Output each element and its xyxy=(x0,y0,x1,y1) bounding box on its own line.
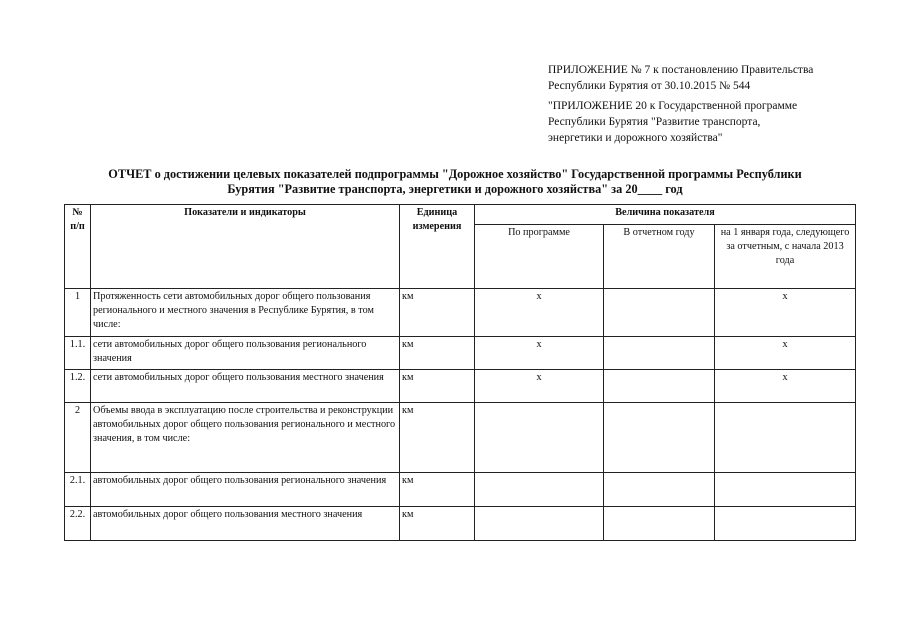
row-unit: км xyxy=(400,370,475,403)
table-body xyxy=(65,289,856,541)
row-jan1: х xyxy=(715,289,856,337)
row-jan1 xyxy=(715,403,856,473)
row-by-program xyxy=(475,507,604,541)
table-row xyxy=(65,370,856,403)
header-unit: Единица измерения xyxy=(400,205,475,289)
row-by-program: х xyxy=(475,370,604,403)
row-unit: км xyxy=(400,473,475,507)
row-by-program: х xyxy=(475,289,604,337)
row-unit: км xyxy=(400,403,475,473)
header-jan1: на 1 января года, следующего за отчетным, с начала 2013 года xyxy=(715,225,856,289)
row-num: 1.1. xyxy=(65,337,91,370)
table-row xyxy=(65,473,856,507)
row-by-program: х xyxy=(475,337,604,370)
appendix-7-line-1: ПРИЛОЖЕНИЕ № 7 к постановлению Правительства xyxy=(548,64,814,76)
row-indicator: сети автомобильных дорог общего пользования местного значения xyxy=(91,370,400,403)
indicators-table xyxy=(64,204,856,541)
table-row xyxy=(65,403,856,473)
row-indicator: Протяженность сети автомобильных дорог общего пользования регионального и местного значения в Республике Бурятия, в том числе: xyxy=(91,289,400,337)
header-num: № п/п xyxy=(65,205,91,289)
row-indicator: автомобильных дорог общего пользования регионального значения xyxy=(91,473,400,507)
row-indicator: автомобильных дорог общего пользования местного значения xyxy=(91,507,400,541)
appendix-20-reference xyxy=(548,98,797,146)
row-reporting-year xyxy=(604,403,715,473)
row-reporting-year xyxy=(604,370,715,403)
row-reporting-year xyxy=(604,337,715,370)
table-header xyxy=(65,205,856,289)
header-indicator: Показатели и индикаторы xyxy=(91,205,400,289)
row-reporting-year xyxy=(604,473,715,507)
row-jan1: х xyxy=(715,337,856,370)
table-row xyxy=(65,507,856,541)
appendix-20-line-1: "ПРИЛОЖЕНИЕ 20 к Государственной программе xyxy=(548,100,798,112)
appendix-20-line-2: Республики Бурятия "Развитие транспорта, xyxy=(548,116,761,128)
row-num: 2 xyxy=(65,403,91,473)
row-num: 1.2. xyxy=(65,370,91,403)
header-by-program: По программе xyxy=(475,225,604,289)
table-row xyxy=(65,337,856,370)
report-title xyxy=(40,167,870,197)
row-indicator: Объемы ввода в эксплуатацию после строительства и реконструкции автомобильных дорог общего пользования регионального и местного значения, в том числе: xyxy=(91,403,400,473)
row-by-program xyxy=(475,473,604,507)
row-num: 1 xyxy=(65,289,91,337)
appendix-20-line-3: энергетики и дорожного хозяйства" xyxy=(548,132,723,144)
row-unit: км xyxy=(400,337,475,370)
row-reporting-year xyxy=(604,289,715,337)
row-unit: км xyxy=(400,289,475,337)
row-by-program xyxy=(475,403,604,473)
row-reporting-year xyxy=(604,507,715,541)
row-jan1 xyxy=(715,507,856,541)
row-indicator: сети автомобильных дорог общего пользования регионального значения xyxy=(91,337,400,370)
table-row xyxy=(65,289,856,337)
row-num: 2.2. xyxy=(65,507,91,541)
header-value-group: Величина показателя xyxy=(475,205,856,225)
appendix-7-reference xyxy=(548,62,813,94)
appendix-7-line-2: Республики Бурятия от 30.10.2015 № 544 xyxy=(548,80,751,92)
row-jan1 xyxy=(715,473,856,507)
row-unit: км xyxy=(400,507,475,541)
report-title-line-2: Бурятия "Развитие транспорта, энергетики и дорожного хозяйства" за 20____ год xyxy=(227,182,683,196)
row-jan1: х xyxy=(715,370,856,403)
report-title-line-1: ОТЧЕТ о достижении целевых показателей подпрограммы "Дорожное хозяйство" Государственной программы Республики xyxy=(108,167,802,181)
row-num: 2.1. xyxy=(65,473,91,507)
header-reporting-year: В отчетном году xyxy=(604,225,715,289)
